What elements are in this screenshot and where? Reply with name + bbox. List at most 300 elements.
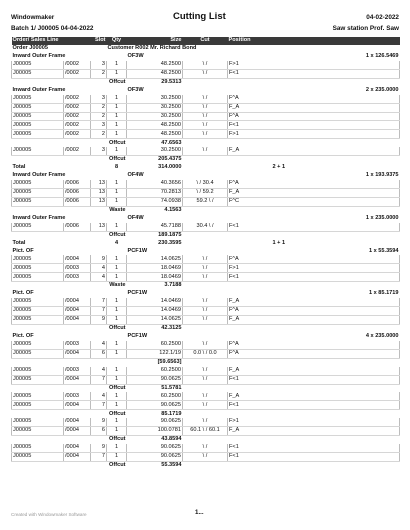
quantity: 1 xyxy=(107,401,127,410)
row-filler xyxy=(272,180,400,188)
slot: 9 xyxy=(91,255,107,263)
cut: \ / xyxy=(183,112,228,121)
order-number: J00005 xyxy=(12,95,64,103)
table-row xyxy=(12,453,400,462)
slot: 7 xyxy=(91,453,107,462)
position: F_A xyxy=(228,392,272,400)
spacer xyxy=(107,333,127,341)
quantity: 1 xyxy=(107,130,127,139)
quantity: 1 xyxy=(107,341,127,349)
slot: 4 xyxy=(91,367,107,375)
cut: \ / xyxy=(183,298,228,306)
column-header-row xyxy=(12,37,400,45)
size: 74.0938 xyxy=(127,197,183,206)
offcut-row xyxy=(12,231,400,239)
size: 30.2500 xyxy=(127,95,183,103)
size: 60.2500 xyxy=(127,341,183,349)
size: 70.2813 xyxy=(127,188,183,197)
position: F^A xyxy=(228,95,272,103)
position: F^A xyxy=(228,349,272,358)
slot: 9 xyxy=(91,418,107,426)
bar-length: 1 x 193.9375 xyxy=(365,172,399,179)
order-row xyxy=(12,45,400,53)
sales-line: /0004 xyxy=(64,255,91,263)
row-filler xyxy=(272,453,400,462)
cut: \ / xyxy=(183,444,228,452)
spacer xyxy=(12,436,107,444)
total-size: 314.0000 xyxy=(158,164,182,171)
spacer xyxy=(107,215,127,223)
table-row xyxy=(12,103,400,112)
row-filler xyxy=(272,130,400,139)
spacer xyxy=(228,290,272,298)
position: F^C xyxy=(228,197,272,206)
spacer xyxy=(183,206,400,214)
offcut-value: 47.6563 xyxy=(161,139,182,146)
sales-line: /0002 xyxy=(64,147,91,155)
position: F<1 xyxy=(228,273,272,282)
spacer xyxy=(12,324,107,332)
table-row xyxy=(12,375,400,384)
quantity: 1 xyxy=(107,112,127,121)
bar-length: 1 x 126.5469 xyxy=(365,53,399,60)
row-filler xyxy=(272,223,400,231)
position: F<1 xyxy=(228,223,272,231)
sales-line: /0006 xyxy=(64,180,91,188)
order-number: J00005 xyxy=(12,349,64,358)
customer-label: Customer R002 Mr. Richard Bond xyxy=(107,45,197,52)
table-row xyxy=(12,444,400,452)
offcut-row xyxy=(12,206,400,214)
row-filler xyxy=(272,367,400,375)
offcut-row xyxy=(12,282,400,290)
row-filler xyxy=(272,427,400,436)
size: 40.3656 xyxy=(127,180,183,188)
order-number: J00005 xyxy=(12,180,64,188)
position: F_A xyxy=(228,367,272,375)
profile-name: Inward Outer Frame xyxy=(12,53,66,60)
position: F^A xyxy=(228,112,272,121)
spacer xyxy=(183,240,272,248)
sales-line: /0002 xyxy=(64,69,91,78)
sales-line: /0003 xyxy=(64,341,91,349)
spacer xyxy=(107,172,127,180)
profile-group-row xyxy=(12,87,400,95)
offcut-row xyxy=(12,78,400,86)
row-filler xyxy=(272,188,400,197)
order-number: J00005 xyxy=(12,367,64,375)
row-filler xyxy=(272,61,400,69)
offcut-value: 55.3594 xyxy=(161,462,182,469)
cut: \ / xyxy=(183,392,228,400)
spacer xyxy=(228,172,272,180)
table-row xyxy=(12,69,400,78)
row-filler xyxy=(272,307,400,316)
table-row xyxy=(12,121,400,130)
spacer xyxy=(228,333,272,341)
offcut-value: 3.7188 xyxy=(164,282,182,289)
cut: \ / xyxy=(183,147,228,155)
position: F^A xyxy=(228,180,272,188)
profile-name: Inward Outer Frame xyxy=(12,86,66,93)
order-number: J00005 xyxy=(12,103,64,112)
spacer xyxy=(183,324,400,332)
position: F^A xyxy=(228,341,272,349)
size: 30.2500 xyxy=(127,147,183,155)
table-row xyxy=(12,130,400,139)
quantity: 1 xyxy=(107,188,127,197)
size: 14.0469 xyxy=(127,307,183,316)
sales-line: /0003 xyxy=(64,392,91,400)
profile-name: Inward Outer Frame xyxy=(12,214,66,221)
cut: \ / xyxy=(183,375,228,384)
row-filler xyxy=(272,197,400,206)
cut: \ / xyxy=(183,130,228,139)
cut: \ / xyxy=(183,264,228,273)
slot: 2 xyxy=(91,103,107,112)
quantity: 1 xyxy=(107,197,127,206)
col-slot: Slot xyxy=(91,37,107,45)
position: F_A xyxy=(228,103,272,112)
row-filler xyxy=(272,392,400,400)
slot: 6 xyxy=(91,427,107,436)
sales-line: /0003 xyxy=(64,273,91,282)
quantity: 1 xyxy=(107,103,127,112)
quantity: 1 xyxy=(107,418,127,426)
total-quantity: 4 xyxy=(114,239,119,246)
slot: 7 xyxy=(91,401,107,410)
bar-count: 1 + 1 xyxy=(272,239,286,246)
quantity: 1 xyxy=(107,95,127,103)
size: 30.2500 xyxy=(127,112,183,121)
quantity: 1 xyxy=(107,307,127,316)
slot: 7 xyxy=(91,375,107,384)
size: 48.2500 xyxy=(127,130,183,139)
sales-line: /0002 xyxy=(64,121,91,130)
table-row xyxy=(12,188,400,197)
offcut-row xyxy=(12,410,400,418)
sales-line: /0004 xyxy=(64,316,91,325)
size: 45.7188 xyxy=(127,223,183,231)
row-filler xyxy=(272,375,400,384)
page-title: Cutting List xyxy=(173,11,226,22)
total-label: Total xyxy=(12,164,26,171)
position: F<1 xyxy=(228,69,272,78)
spacer xyxy=(12,410,107,418)
table-row xyxy=(12,401,400,410)
spacer xyxy=(12,282,107,290)
order-number: J00005 xyxy=(12,223,64,231)
order-number: J00005 xyxy=(12,401,64,410)
position: F<1 xyxy=(228,401,272,410)
row-filler xyxy=(272,95,400,103)
slot: 13 xyxy=(91,223,107,231)
profile-name: Inward Outer Frame xyxy=(12,172,66,179)
sales-line: /0006 xyxy=(64,188,91,197)
size: 48.2500 xyxy=(127,121,183,130)
spacer xyxy=(12,461,107,469)
table-row xyxy=(12,112,400,121)
table-row xyxy=(12,392,400,400)
table-row xyxy=(12,273,400,282)
offcut-value: 29.5313 xyxy=(161,78,182,85)
size: 30.2500 xyxy=(127,103,183,112)
size: 100.0781 xyxy=(127,427,183,436)
profile-code: PCF1W xyxy=(127,247,148,254)
cut: \ / xyxy=(183,453,228,462)
row-filler xyxy=(272,69,400,78)
spacer xyxy=(12,139,107,147)
offcut-label: Offcut xyxy=(109,231,126,238)
position: F<1 xyxy=(228,375,272,384)
quantity: 1 xyxy=(107,121,127,130)
slot: 4 xyxy=(91,264,107,273)
bar-length: 1 x 55.3594 xyxy=(368,247,399,254)
page-number: 1... xyxy=(195,509,204,516)
order-number: J00005 xyxy=(12,112,64,121)
slot: 4 xyxy=(91,392,107,400)
batch-info: Batch 1/ J00005 04-04-2022 xyxy=(11,25,94,32)
profile-name: Pict. OF xyxy=(12,247,34,254)
order-number: J00005 xyxy=(12,453,64,462)
order-label: Order J00005 xyxy=(12,45,48,52)
table-row xyxy=(12,427,400,436)
size: 60.2500 xyxy=(127,367,183,375)
sales-line: /0002 xyxy=(64,130,91,139)
cut: \ / 59.2 xyxy=(183,188,228,197)
offcut-label: Offcut xyxy=(109,410,126,417)
size: 90.0625 xyxy=(127,453,183,462)
cut: \ / xyxy=(183,367,228,375)
sales-line: /0004 xyxy=(64,349,91,358)
slot: 3 xyxy=(91,61,107,69)
position: F^A xyxy=(228,255,272,263)
col-position: Position xyxy=(228,37,400,45)
quantity: 1 xyxy=(107,427,127,436)
profile-group-row xyxy=(12,248,400,256)
slot: 13 xyxy=(91,180,107,188)
profile-code: OF3W xyxy=(127,86,144,93)
quantity: 1 xyxy=(107,147,127,155)
profile-group-row xyxy=(12,172,400,180)
offcut-label: Offcut xyxy=(109,78,126,85)
table-row xyxy=(12,95,400,103)
size: 18.0469 xyxy=(127,273,183,282)
size: 90.0625 xyxy=(127,375,183,384)
bar-count: 2 + 1 xyxy=(272,164,286,171)
total-row xyxy=(12,164,400,172)
size: 48.2500 xyxy=(127,69,183,78)
spacer xyxy=(183,282,400,290)
position: F^A xyxy=(228,307,272,316)
table-row xyxy=(12,255,400,263)
position: F<1 xyxy=(228,453,272,462)
slot: 4 xyxy=(91,341,107,349)
spacer xyxy=(12,358,107,366)
slot: 3 xyxy=(91,121,107,130)
size: 122.1/19 xyxy=(127,349,183,358)
offcut-label: Offcut xyxy=(109,156,126,163)
row-filler xyxy=(272,401,400,410)
slot: 13 xyxy=(91,197,107,206)
bar-length: 1 x 85.1719 xyxy=(368,290,399,297)
cut: 59.2 \ / xyxy=(183,197,228,206)
position: F<1 xyxy=(228,121,272,130)
profile-code: PCF1W xyxy=(127,333,148,340)
size: 18.0469 xyxy=(127,264,183,273)
quantity: 1 xyxy=(107,61,127,69)
offcut-row xyxy=(12,139,400,147)
profile-code: OF3W xyxy=(127,53,144,60)
table-row xyxy=(12,341,400,349)
offcut-value: 4.1563 xyxy=(164,207,182,214)
row-filler xyxy=(272,112,400,121)
offcut-label: Offcut xyxy=(109,325,126,332)
total-label: Total xyxy=(12,239,26,246)
spacer xyxy=(183,384,400,392)
sales-line: /0004 xyxy=(64,307,91,316)
table-row xyxy=(12,180,400,188)
spacer xyxy=(107,53,127,61)
row-filler xyxy=(272,298,400,306)
cut: \ / xyxy=(183,121,228,130)
bar-length: 1 x 235.0000 xyxy=(365,214,399,221)
spacer xyxy=(183,461,400,469)
app-name: Windowmaker xyxy=(11,14,55,21)
table-row xyxy=(12,147,400,155)
quantity: 1 xyxy=(107,298,127,306)
order-number: J00005 xyxy=(12,264,64,273)
table-row xyxy=(12,223,400,231)
quantity: 1 xyxy=(107,444,127,452)
offcut-label: Waste xyxy=(109,207,126,214)
slot: 9 xyxy=(91,316,107,325)
spacer xyxy=(183,78,400,86)
profile-code: PCF1W xyxy=(127,290,148,297)
sales-line: /0002 xyxy=(64,95,91,103)
table-row xyxy=(12,61,400,69)
position: F>1 xyxy=(228,264,272,273)
size: 14.0625 xyxy=(127,255,183,263)
offcut-value: 42.3125 xyxy=(161,325,182,332)
profile-name: Pict. OF xyxy=(12,290,34,297)
offcut-value: 189.1875 xyxy=(158,231,182,238)
cut: \ / xyxy=(183,307,228,316)
offcut-row xyxy=(12,358,400,366)
sales-line: /0004 xyxy=(64,401,91,410)
cut: \ / xyxy=(183,401,228,410)
order-number: J00005 xyxy=(12,375,64,384)
order-number: J00005 xyxy=(12,188,64,197)
profile-group-row xyxy=(12,215,400,223)
sales-line: /0002 xyxy=(64,61,91,69)
slot: 13 xyxy=(91,188,107,197)
sales-line: /0002 xyxy=(64,103,91,112)
spacer xyxy=(107,87,127,95)
order-number: J00005 xyxy=(12,255,64,263)
quantity: 1 xyxy=(107,392,127,400)
spacer xyxy=(183,164,272,172)
cut: \ / 30.4 xyxy=(183,180,228,188)
order-number: J00005 xyxy=(12,121,64,130)
cut: \ / xyxy=(183,95,228,103)
report-date: 04-02-2022 xyxy=(366,14,399,21)
total-row xyxy=(12,240,400,248)
row-filler xyxy=(272,444,400,452)
cut: \ / xyxy=(183,418,228,426)
order-number: J00005 xyxy=(12,316,64,325)
quantity: 1 xyxy=(107,180,127,188)
spacer xyxy=(183,436,400,444)
position: F<1 xyxy=(228,444,272,452)
offcut-label xyxy=(107,358,127,366)
col-size: Size xyxy=(127,37,183,45)
spacer xyxy=(228,248,272,256)
offcut-row xyxy=(12,384,400,392)
station-info: Saw station Prof. Saw xyxy=(332,25,399,32)
cut: \ / xyxy=(183,341,228,349)
offcut-row xyxy=(12,436,400,444)
slot: 2 xyxy=(91,130,107,139)
cut: \ / xyxy=(183,273,228,282)
spacer xyxy=(12,156,107,164)
profile-code: OF4W xyxy=(127,214,144,221)
profile-group-row xyxy=(12,53,400,61)
slot: 9 xyxy=(91,444,107,452)
cut: \ / xyxy=(183,103,228,112)
quantity: 1 xyxy=(107,375,127,384)
quantity: 1 xyxy=(107,255,127,263)
order-number: J00005 xyxy=(12,273,64,282)
total-size: 230.3595 xyxy=(158,239,182,246)
row-filler xyxy=(272,147,400,155)
offcut-label: Offcut xyxy=(109,139,126,146)
quantity: 1 xyxy=(107,223,127,231)
position: F_A xyxy=(228,316,272,325)
offcut-value: [59.6563] xyxy=(157,358,182,365)
sales-line: /0002 xyxy=(64,112,91,121)
order-number: J00005 xyxy=(12,197,64,206)
sales-line: /0003 xyxy=(64,264,91,273)
cutting-list-table xyxy=(11,37,400,470)
position: F_A xyxy=(228,188,272,197)
slot: 3 xyxy=(91,95,107,103)
order-number: J00005 xyxy=(12,147,64,155)
sales-line: /0004 xyxy=(64,298,91,306)
cut: 60.1 \ / 60.1 xyxy=(183,427,228,436)
quantity: 1 xyxy=(107,367,127,375)
slot: 3 xyxy=(91,147,107,155)
table-row xyxy=(12,418,400,426)
size: 90.0625 xyxy=(127,418,183,426)
quantity: 1 xyxy=(107,453,127,462)
sales-line: /0004 xyxy=(64,427,91,436)
sales-line: /0003 xyxy=(64,367,91,375)
order-number: J00005 xyxy=(12,69,64,78)
table-row xyxy=(12,316,400,325)
profile-group-row xyxy=(12,333,400,341)
position: F_A xyxy=(228,298,272,306)
slot: 4 xyxy=(91,273,107,282)
quantity: 1 xyxy=(107,69,127,78)
offcut-value: 205.4375 xyxy=(158,156,182,163)
offcut-value: 85.1719 xyxy=(161,410,182,417)
total-quantity: 8 xyxy=(114,164,119,171)
spacer xyxy=(183,410,400,418)
quantity: 1 xyxy=(107,273,127,282)
quantity: 1 xyxy=(107,349,127,358)
size: 14.0469 xyxy=(127,298,183,306)
